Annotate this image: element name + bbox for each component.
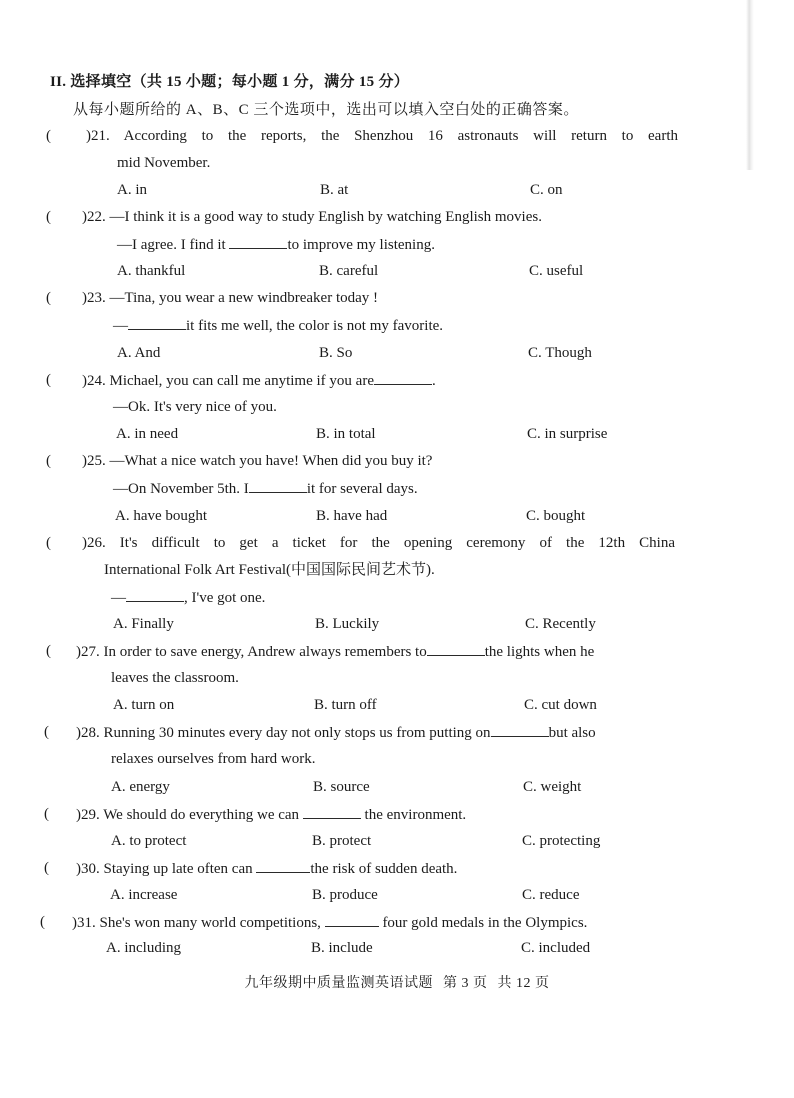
- option-c[interactable]: C. useful: [529, 263, 584, 279]
- option-b[interactable]: B. include: [311, 940, 373, 956]
- option-a[interactable]: A. to protect: [111, 833, 187, 849]
- stem-text: the risk of sudden death.: [310, 861, 458, 877]
- option-c[interactable]: C. included: [521, 940, 591, 956]
- question-stem-cont: [111, 587, 265, 608]
- question-stem-cont: [113, 315, 443, 336]
- question-stem-cont: mid November.: [117, 155, 211, 171]
- option-b[interactable]: B. Luckily: [315, 616, 380, 632]
- answer-paren[interactable]: (: [46, 643, 51, 659]
- stem-text: —I agree. I find it: [117, 237, 226, 253]
- footer-page-total: 共 12 页: [497, 976, 550, 991]
- answer-paren[interactable]: (: [46, 209, 51, 225]
- option-b[interactable]: B. at: [320, 182, 349, 198]
- question-stem: )23. —Tina, you wear a new windbreaker today !: [82, 290, 379, 306]
- option-a[interactable]: A. turn on: [113, 697, 175, 713]
- answer-paren[interactable]: (: [46, 535, 51, 551]
- stem-text: )27. In order to save energy, Andrew always remembers to: [76, 644, 427, 660]
- question-stem-cont: leaves the classroom.: [111, 670, 239, 686]
- question-stem-cont: International Folk Art Festival(中国国际民间艺术节).: [104, 562, 435, 578]
- question-stem: )21. According to the reports, the Shenzhou 16 astronauts will return to earth: [86, 128, 678, 144]
- stem-text: but also: [548, 725, 596, 741]
- answer-paren[interactable]: (: [44, 724, 49, 740]
- stem-text: —: [113, 318, 128, 334]
- question-stem-cont: [117, 234, 435, 255]
- stem-text: to improve my listening.: [287, 237, 435, 253]
- option-c[interactable]: C. Recently: [525, 616, 596, 632]
- page-footer: [0, 972, 794, 992]
- question-stem: )26. It's difficult to get a ticket for the opening ceremony of the 12th China: [82, 535, 675, 551]
- question-stem-cont: [113, 478, 418, 499]
- answer-blank: [427, 641, 485, 656]
- section-instruction: 从每小题所给的 A、B、C 三个选项中，选出可以填入空白处的正确答案。: [73, 102, 579, 118]
- footer-title: 九年级期中质量监测英语试题: [244, 976, 433, 991]
- question-stem: [76, 804, 466, 825]
- stem-text: four gold medals in the Olympics.: [382, 915, 588, 931]
- answer-blank: [126, 587, 184, 602]
- option-c[interactable]: C. protecting: [522, 833, 601, 849]
- option-b[interactable]: B. source: [313, 779, 370, 795]
- answer-blank: [374, 370, 432, 385]
- answer-blank: [256, 858, 310, 873]
- question-stem: )22. —I think it is a good way to study English by watching English movies.: [82, 209, 542, 225]
- stem-text: )28. Running 30 minutes every day not only stops us from putting on: [76, 725, 491, 741]
- stem-text: )31. She's won many world competitions,: [72, 915, 321, 931]
- answer-paren[interactable]: (: [46, 128, 51, 144]
- answer-paren[interactable]: (: [46, 290, 51, 306]
- option-b[interactable]: B. in total: [316, 426, 376, 442]
- stem-text: .: [431, 373, 436, 389]
- question-stem: [76, 722, 596, 743]
- option-c[interactable]: C. in surprise: [527, 426, 608, 442]
- option-c[interactable]: C. weight: [523, 779, 582, 795]
- option-c[interactable]: C. cut down: [524, 697, 597, 713]
- stem-text: the environment.: [364, 807, 467, 823]
- footer-page-number: 第 3 页: [443, 976, 488, 991]
- stem-text: , I've got one.: [184, 590, 266, 606]
- stem-text: it for several days.: [306, 481, 418, 497]
- option-a[interactable]: A. And: [117, 345, 161, 361]
- option-a[interactable]: A. including: [106, 940, 181, 956]
- answer-blank: [325, 912, 379, 927]
- option-c[interactable]: C. reduce: [522, 887, 580, 903]
- option-a[interactable]: A. in: [117, 182, 147, 198]
- question-stem: [76, 858, 457, 879]
- answer-blank: [128, 315, 186, 330]
- option-a[interactable]: A. Finally: [113, 616, 174, 632]
- answer-paren[interactable]: (: [44, 860, 49, 876]
- question-stem: )25. —What a nice watch you have! When did you buy it?: [82, 453, 433, 469]
- option-a[interactable]: A. thankful: [117, 263, 186, 279]
- stem-text: the lights when he: [484, 644, 595, 660]
- question-stem-cont: —Ok. It's very nice of you.: [113, 399, 277, 415]
- option-b[interactable]: B. produce: [312, 887, 378, 903]
- option-c[interactable]: C. bought: [526, 508, 586, 524]
- answer-blank: [229, 234, 287, 249]
- answer-paren[interactable]: (: [40, 914, 45, 930]
- question-stem-cont: relaxes ourselves from hard work.: [111, 751, 316, 767]
- option-b[interactable]: B. So: [319, 345, 353, 361]
- section-title: II. 选择填空（共 15 小题；每小题 1 分，满分 15 分）: [50, 74, 410, 90]
- question-stem: [72, 912, 587, 933]
- stem-text: )29. We should do everything we can: [76, 807, 300, 823]
- answer-paren[interactable]: (: [46, 453, 51, 469]
- answer-blank: [303, 804, 361, 819]
- answer-blank: [249, 478, 307, 493]
- scan-edge-shadow: [746, 0, 754, 170]
- option-b[interactable]: B. have had: [316, 508, 388, 524]
- stem-text: )30. Staying up late often can: [76, 861, 253, 877]
- option-c[interactable]: C. Though: [528, 345, 592, 361]
- stem-text: )24. Michael, you can call me anytime if you are: [82, 373, 374, 389]
- stem-text: it fits me well, the color is not my favorite.: [186, 318, 444, 334]
- option-b[interactable]: B. careful: [319, 263, 379, 279]
- option-a[interactable]: A. energy: [111, 779, 170, 795]
- question-stem: [76, 641, 594, 662]
- answer-paren[interactable]: (: [46, 372, 51, 388]
- answer-blank: [491, 722, 549, 737]
- option-a[interactable]: A. increase: [110, 887, 178, 903]
- answer-paren[interactable]: (: [44, 806, 49, 822]
- option-a[interactable]: A. have bought: [115, 508, 208, 524]
- option-b[interactable]: B. turn off: [314, 697, 377, 713]
- stem-text: —On November 5th. I: [113, 481, 249, 497]
- question-stem: [82, 370, 436, 391]
- option-a[interactable]: A. in need: [116, 426, 179, 442]
- stem-text: —: [111, 590, 126, 606]
- option-b[interactable]: B. protect: [312, 833, 372, 849]
- option-c[interactable]: C. on: [530, 182, 563, 198]
